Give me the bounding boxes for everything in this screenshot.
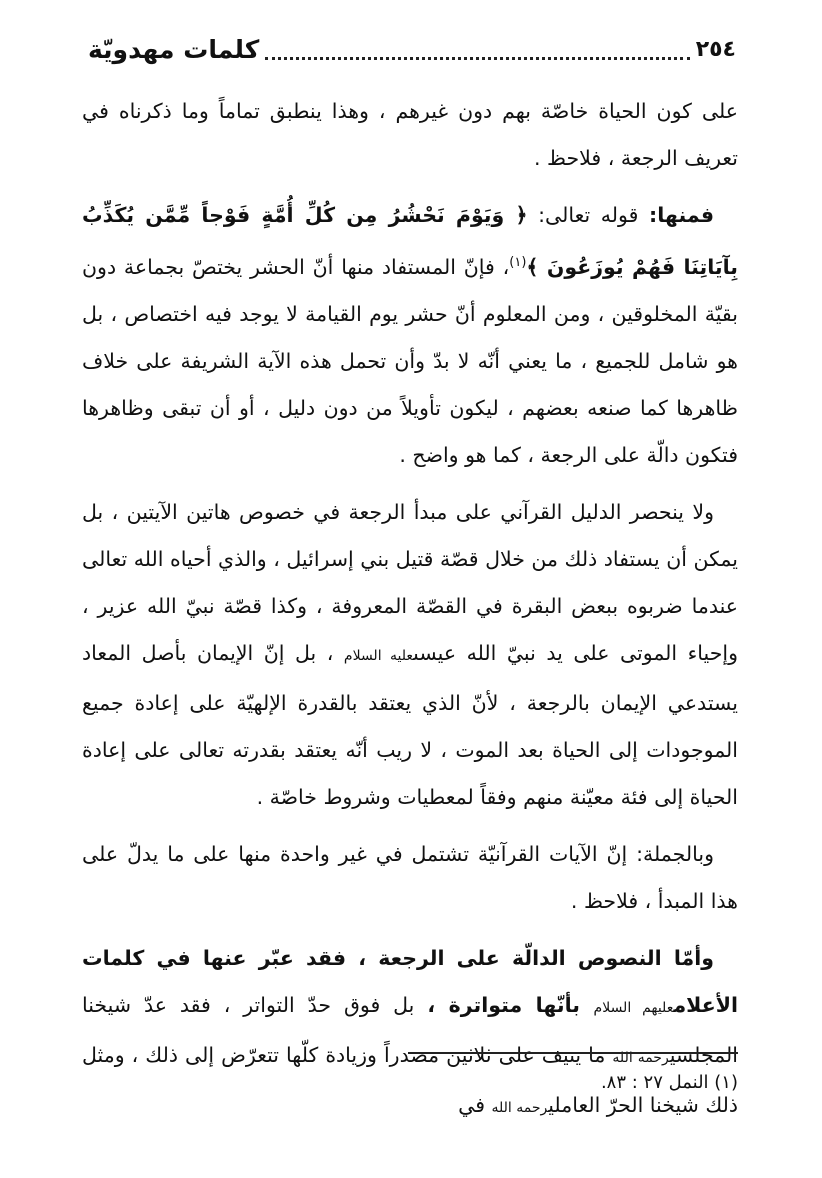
footnote-separator	[408, 1052, 738, 1054]
paragraph-text: وبالجملة: إنّ الآيات القرآنيّة تشتمل في غير واحدة منها على ما يدلّ على هذا المبدأ ، فلاحظ .	[82, 841, 738, 913]
paragraph-3	[82, 489, 738, 821]
paragraph-text: ولا ينحصر الدليل القرآني على مبدأ الرجعة في خصوص هاتين الآيتين ، بل يمكن أن يستفاد ذلك من خلال قصّة قتيل بني إسرائيل ، والذي أحياه الله تعالى عندما ضربوه ببعض البقرة في القصّة المعروفة ، وكذا قصّة نبيّ الله عزير ، وإحياء الموتى على يد نبيّ الله عيسى	[82, 499, 738, 665]
body-text	[82, 88, 738, 1142]
page-number: ٢٥٤	[695, 36, 736, 62]
quran-verse: ﴿ وَيَوْمَ نَحْشُرُ مِن كُلِّ أُمَّةٍ فَوْجاً مِّمَّن يُكَذِّبُ بِآيَاتِنَا فَهُمْ يُوزَعُونَ ﴾	[82, 203, 739, 279]
paragraph-2	[82, 192, 738, 479]
footnote-text: (١) النمل ٢٧ : ٨٣.	[600, 1072, 738, 1093]
header-dotted-leader	[265, 47, 689, 60]
paragraph-lead: بأنّها متواترة ،	[427, 992, 594, 1017]
paragraph-text: ، بل إنّ الإيمان بأصل المعاد يستدعي الإيمان بالرجعة ، لأنّ الذي يعتقد بالقدرة الإلهيّة على إعادة جميع الموجودات إلى الحياة بعد الموت ، لا ريب أنّه يعتقد بقدرته تعالى على إعادة الحياة إلى فئة معيّنة منهم وفقاً لمعطيات وشروط خاصّة .	[82, 640, 738, 809]
paragraph-lead: وأمّا النصوص الدالّة على الرجعة ، فقد عبّر عنها في كلمات الأعلام	[82, 945, 739, 1017]
running-title: كلمات مهدويّة	[88, 34, 260, 64]
page-header	[88, 28, 736, 70]
paragraph-text: على كون الحياة خاصّة بهم دون غيرهم ، وهذا ينطبق تماماً وما ذكرناه في تعريف الرجعة ، فلاحظ .	[82, 99, 738, 170]
paragraph-text: ، فإنّ المستفاد منها أنّ الحشر يختصّ بجماعة دون بقيّة المخلوقين ، ومن المعلوم أنّ حشر يوم القيامة لا يوجد فيه اختصاص ، بل هو شامل للجميع ، ما يعني أنّه لا بدّ وأن تحمل هذه الآية الشريفة على خلاف ظاهرها كما صنعه بعضهم ، ليكون تأويلاً من دون دليل ، أو أن تبقى وظاهرها فتكون دالّة على الرجعة ، كما هو واضح .	[82, 254, 738, 467]
paragraph-1	[82, 88, 738, 182]
paragraph-text: بل فوق حدّ التواتر ، فقد عدّ شيخنا المجلسي	[82, 992, 738, 1067]
paragraph-text: قوله تعالى:	[527, 203, 650, 227]
paragraph-text: في	[458, 1092, 492, 1117]
honorific-symbol: رحمه الله	[491, 1099, 549, 1116]
footnote-reference: (١)	[509, 255, 527, 270]
honorific-symbol: عليهم السلام	[593, 999, 674, 1016]
paragraph-5	[82, 935, 738, 1132]
paragraph-text: ما ينيف على ثلاثين مصدراً وزيادة كلّها تتعرّض إلى ذلك ، ومثل ذلك شيخنا الحرّ العاملي	[82, 1042, 738, 1117]
paragraph-lead: فمنها:	[649, 203, 714, 227]
honorific-symbol: رحمه الله	[612, 1049, 670, 1066]
honorific-symbol: عليه السلام	[343, 647, 414, 664]
footnote	[82, 1068, 738, 1098]
paragraph-4	[82, 831, 738, 925]
